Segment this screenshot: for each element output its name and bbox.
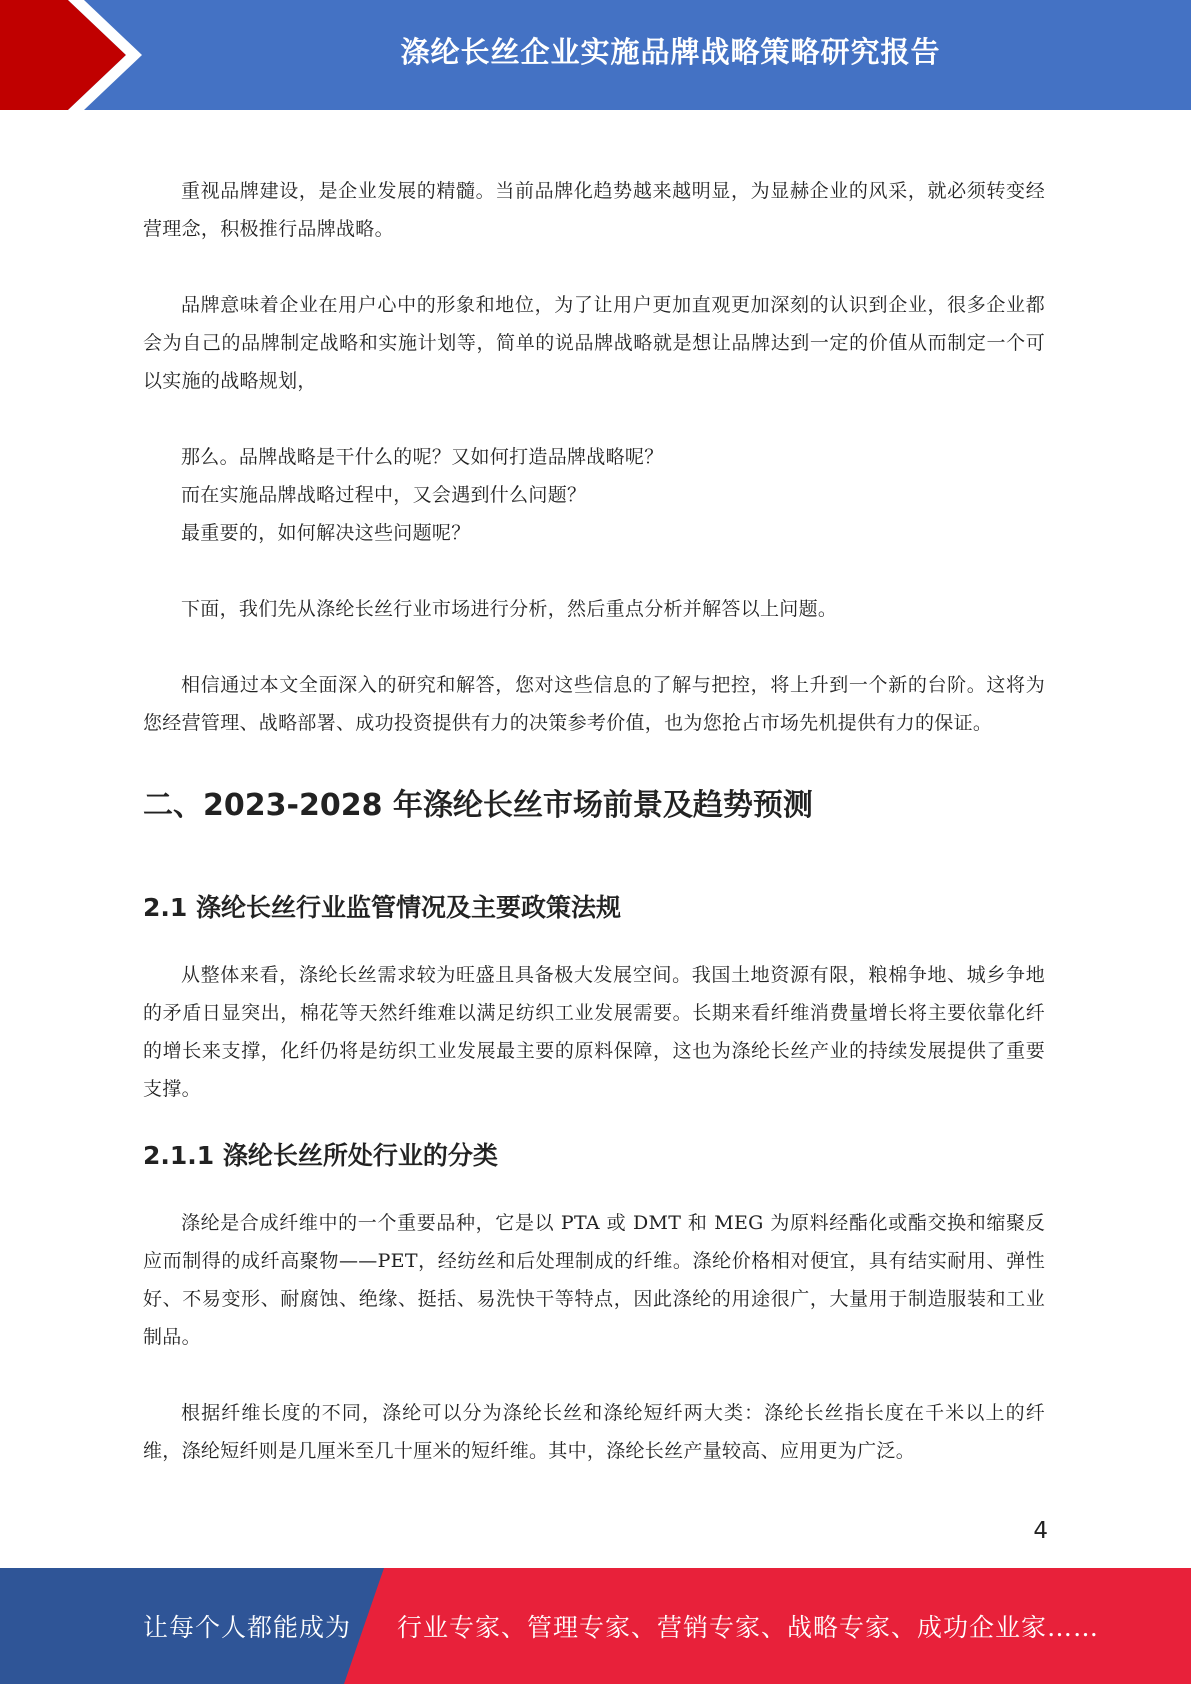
paragraph: 从整体来看，涤纶长丝需求较为旺盛且具备极大发展空间。我国土地资源有限，粮棉争地、城乡争地的矛盾日显突出，棉花等天然纤维难以满足纺织工业发展需要。长期来看纤维消费量增长将主要依靠化纤的增长来支撑，化纤仍将是纺织工业发展最主要的原料保障，这也为涤纶长丝产业的持续发展提供了重要支撑。 [143, 964, 1045, 1100]
page-title: 涤纶长丝企业实施品牌战略策略研究报告 [400, 34, 941, 69]
paragraph: 下面，我们先从涤纶长丝行业市场进行分析，然后重点分析并解答以上问题。 [181, 598, 838, 620]
document-body [143, 172, 1045, 1508]
footer-slogan-right: 行业专家、管理专家、营销专家、战略专家、成功企业家…… [397, 1613, 1100, 1642]
chevron-icon [0, 0, 160, 110]
question-line: 而在实施品牌战略过程中，又会遇到什么问题？ [181, 484, 587, 506]
paragraph: 品牌意味着企业在用户心中的形象和地位，为了让用户更加直观更加深刻的认识到企业，很多企业都会为自己的品牌制定战略和实施计划等，简单的说品牌战略就是想让品牌达到一定的价值从而制定一个可以实施的战略规划， [143, 294, 1045, 392]
question-line: 最重要的，如何解决这些问题呢？ [181, 522, 471, 544]
paragraph: 涤纶是合成纤维中的一个重要品种，它是以 PTA 或 DMT 和 MEG 为原料经酯化或酯交换和缩聚反应而制得的成纤高聚物——PET，经纺丝和后处理制成的纤维。涤纶价格相对便宜，具有结实耐用、弹性好、不易变形、耐腐蚀、绝缘、挺括、易洗快干等特点，因此涤纶的用途很广，大量用于制造服装和工业制品。 [143, 1212, 1045, 1348]
footer-slogan-left: 让每个人都能成为 [143, 1613, 352, 1642]
header-band [0, 0, 1191, 110]
question-line: 那么。品牌战略是干什么的呢？又如何打造品牌战略呢？ [181, 446, 664, 468]
paragraph: 根据纤维长度的不同，涤纶可以分为涤纶长丝和涤纶短纤两大类：涤纶长丝指长度在千米以上的纤维，涤纶短纤则是几厘米至几十厘米的短纤维。其中，涤纶长丝产量较高、应用更为广泛。 [143, 1402, 1045, 1462]
paragraph: 相信通过本文全面深入的研究和解答，您对这些信息的了解与把控，将上升到一个新的台阶。这将为您经营管理、战略部署、成功投资提供有力的决策参考价值，也为您抢占市场先机提供有力的保证。 [143, 674, 1045, 734]
footer-band [0, 1568, 1191, 1684]
subsection-heading: 2.1 涤纶长丝行业监管情况及主要政策法规 [143, 893, 621, 922]
page-number: 4 [1033, 1518, 1048, 1544]
subsection-heading: 2.1.1 涤纶长丝所处行业的分类 [143, 1141, 498, 1170]
paragraph: 重视品牌建设，是企业发展的精髓。当前品牌化趋势越来越明显，为显赫企业的风采，就必须转变经营理念，积极推行品牌战略。 [143, 180, 1045, 240]
section-heading: 二、2023-2028 年涤纶长丝市场前景及趋势预测 [143, 788, 813, 823]
